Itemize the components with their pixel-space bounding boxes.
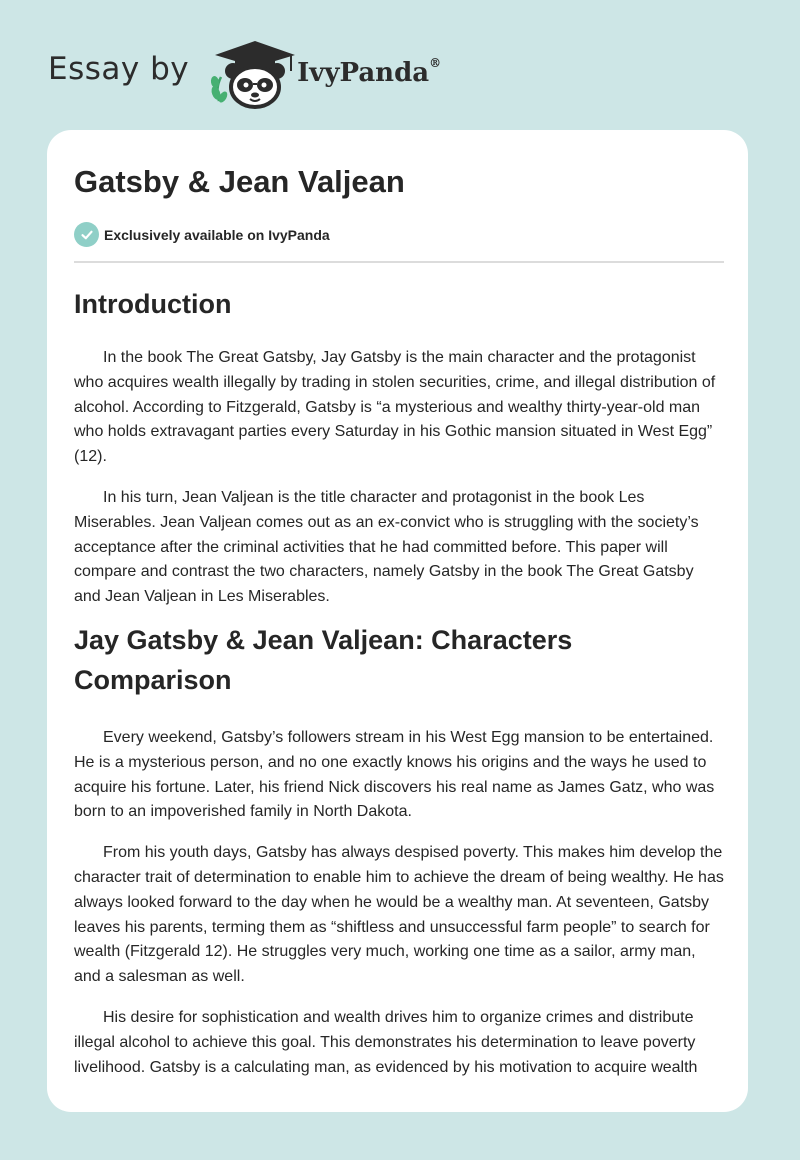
panda-graduate-icon xyxy=(205,37,301,109)
essay-card xyxy=(47,130,748,1112)
registered-mark: ® xyxy=(429,56,442,71)
divider xyxy=(74,261,724,263)
paragraph: His desire for sophistication and wealth drives him to organize crimes and distribute illegal alcohol to achieve this goal. This demonstrates his determination to leave poverty livelihood. Gatsby is a calculating man, as evidenced by his motivation to acquire wealth xyxy=(74,1008,698,1076)
brand-prefix: Essay by xyxy=(48,51,190,87)
brand-header xyxy=(48,36,468,106)
section-heading-comparison: Jay Gatsby & Jean Valjean: Characters Comparison xyxy=(74,624,573,695)
paragraph: From his youth days, Gatsby has always despised poverty. This makes him develop the character trait of determination to enable him to achieve the dream of being wealthy. He has always looked forward to the day when he would be a wealthy man. At seventeen, Gatsby leaves his parents, terming them as “shiftless and unsuccessful farm people” to search for wealth (Fitzgerald 12). He struggles very much, working one time as a sailor, army man, and a salesman as well. xyxy=(74,844,724,986)
section-heading-introduction: Introduction xyxy=(74,289,232,319)
paragraph: Every weekend, Gatsby’s followers stream in his West Egg mansion to be entertained. He is a mysterious person, and no one exactly knows his origins and the ways he used to acquire his fortune. Later, his friend Nick discovers his real name as James Gatz, who was born to an impoverished family in North Dakota. xyxy=(74,728,715,821)
paragraph: In the book The Great Gatsby, Jay Gatsby is the main character and the protagonist who acquires wealth illegally by trading in stolen securities, crime, and illegal distribution of alcohol. According to Fitzgerald, Gatsby is “a mysterious and wealthy thirty-year-old man who holds extravagant parties every Saturday in his Gothic mansion situated in West Egg” (12). xyxy=(74,349,716,466)
brand-name: IvyPanda® xyxy=(297,56,442,88)
essay-body xyxy=(74,280,724,1080)
badge-label: Exclusively available on IvyPanda xyxy=(104,226,330,243)
checkmark-icon xyxy=(74,222,99,247)
page-title: Gatsby & Jean Valjean xyxy=(74,164,405,199)
exclusive-badge xyxy=(74,222,330,247)
paragraph: In his turn, Jean Valjean is the title character and protagonist in the book Les Miserables. Jean Valjean comes out as an ex-convict who is struggling with the society’s acceptance after the criminal activities that he had committed before. This paper will compare and contrast the two characters, namely Gatsby in the book The Great Gatsby and Jean Valjean in Les Miserables. xyxy=(74,488,699,606)
